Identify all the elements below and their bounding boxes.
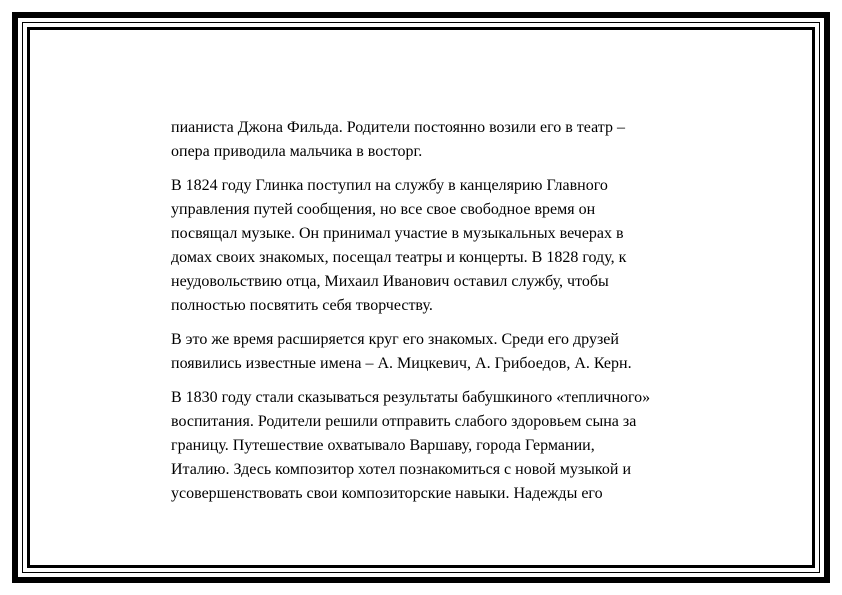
paragraph-4 <box>171 386 711 506</box>
text-line: усовершенствовать свои композиторские навыки. Надежды его <box>171 485 603 502</box>
text-line: В 1830 году стали сказываться результаты бабушкиного «тепличного» <box>171 389 651 406</box>
document-text <box>171 116 711 516</box>
text-line: появились известные имена – А. Мицкевич, А. Грибоедов, А. Керн. <box>171 355 632 372</box>
text-line: неудовольствию отца, Михаил Иванович оставил службу, чтобы <box>171 273 609 290</box>
text-line: Италию. Здесь композитор хотел познакомиться с новой музыкой и <box>171 461 631 478</box>
text-line: границу. Путешествие охватывало Варшаву, города Германии, <box>171 437 595 454</box>
text-line: управления путей сообщения, но все свое свободное время он <box>171 201 596 218</box>
text-line: посвящал музыке. Он принимал участие в музыкальных вечерах в <box>171 225 624 242</box>
paragraph-2 <box>171 174 711 318</box>
text-line: В 1824 году Глинка поступил на службу в канцелярию Главного <box>171 177 608 194</box>
paragraph-1 <box>171 116 711 164</box>
text-line: воспитания. Родители решили отправить слабого здоровьем сына за <box>171 413 637 430</box>
text-line: домах своих знакомых, посещал театры и концерты. В 1828 году, к <box>171 249 627 266</box>
text-line: пианиста Джона Фильда. Родители постоянно возили его в театр – <box>171 119 625 136</box>
text-line: полностью посвятить себя творчеству. <box>171 297 433 314</box>
paragraph-3 <box>171 328 711 376</box>
text-line: опера приводила мальчика в восторг. <box>171 143 423 160</box>
text-line: В это же время расширяется круг его знакомых. Среди его друзей <box>171 331 619 348</box>
